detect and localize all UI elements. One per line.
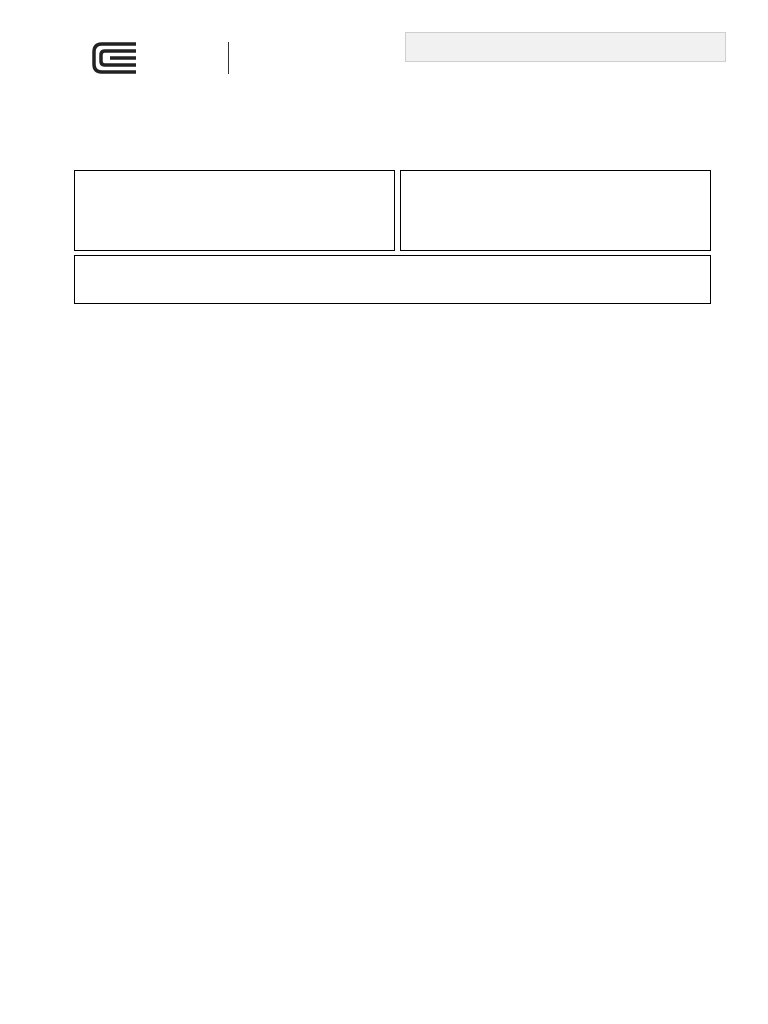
purpose — [91, 340, 99, 352]
instructions-box — [74, 255, 711, 304]
material-label — [405, 32, 726, 62]
university-logo — [92, 40, 272, 78]
uc-logo-icon — [92, 40, 140, 76]
section-info-box — [74, 170, 395, 251]
logo-divider — [228, 42, 229, 74]
student-info-box — [400, 170, 711, 251]
